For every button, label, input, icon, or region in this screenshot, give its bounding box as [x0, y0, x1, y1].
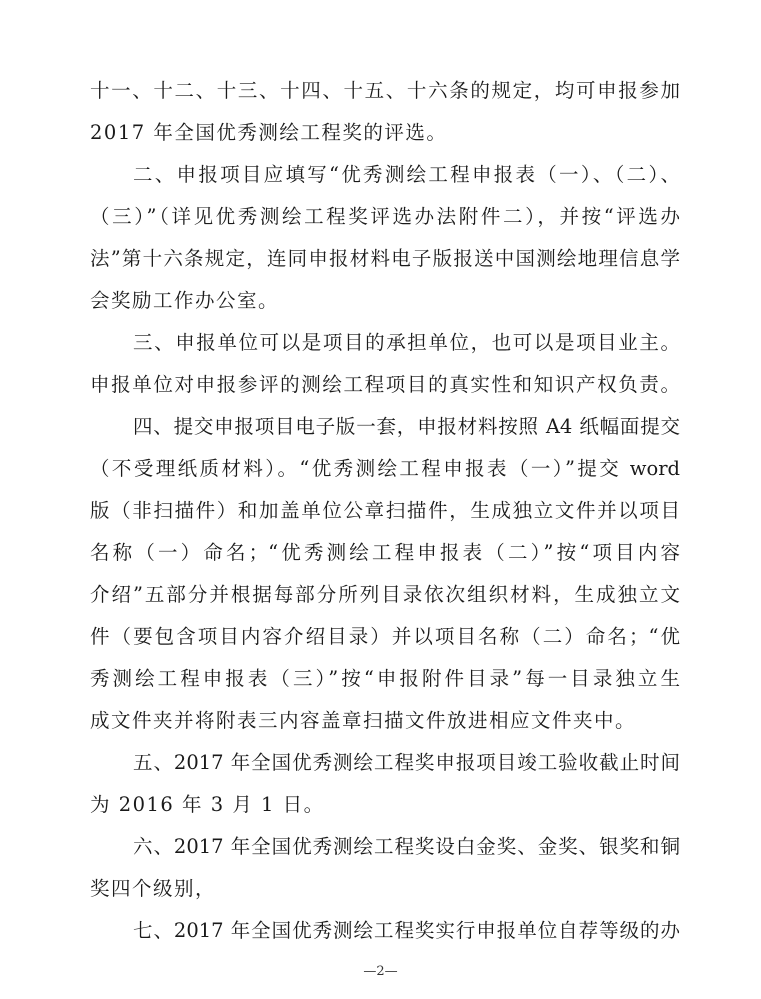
- text-line: 介绍”五部分并根据每部分所列目录依次组织材料，生成独立文: [90, 583, 680, 606]
- text-line: 件（要包含项目内容介绍目录）并以项目名称（二）命名；“优: [90, 625, 680, 648]
- text-line: 奖四个级别，: [90, 877, 217, 900]
- text-line: 三、申报单位可以是项目的承担单位，也可以是项目业主。: [133, 331, 680, 354]
- text-line: 二、申报项目应填写“优秀测绘工程申报表（一）、（二）、: [133, 163, 680, 186]
- text-line: 成文件夹并将附表三内容盖章扫描文件放进相应文件夹中。: [90, 709, 637, 732]
- text-line: 为 2016 年 3 月 1 日。: [90, 793, 325, 816]
- text-line: 四、提交申报项目电子版一套，申报材料按照 A4 纸幅面提交: [133, 415, 680, 438]
- text-line: 版（非扫描件）和加盖单位公章扫描件，生成独立文件并以项目: [90, 499, 680, 522]
- text-line: （三）”（详见优秀测绘工程奖评选办法附件二），并按“评选办: [90, 205, 680, 228]
- page-number: —2—: [363, 964, 398, 979]
- text-line: （不受理纸质材料）。“优秀测绘工程申报表（一）”提交 word: [90, 457, 680, 480]
- text-line: 申报单位对申报参评的测绘工程项目的真实性和知识产权负责。: [90, 373, 680, 396]
- text-line: 2017 年全国优秀测绘工程奖的评选。: [90, 121, 448, 144]
- text-line: 五、2017 年全国优秀测绘工程奖申报项目竣工验收截止时间: [133, 751, 680, 774]
- text-line: 秀测绘工程申报表（三）”按“申报附件目录”每一目录独立生: [90, 667, 680, 690]
- text-line: 会奖励工作办公室。: [90, 289, 280, 312]
- text-line: 法”第十六条规定，连同申报材料电子版报送中国测绘地理信息学: [90, 247, 680, 270]
- text-line: 十一、十二、十三、十四、十五、十六条的规定，均可申报参加: [90, 79, 680, 102]
- text-line: 六、2017 年全国优秀测绘工程奖设白金奖、金奖、银奖和铜: [133, 835, 680, 858]
- text-line: 名称（一）命名；“优秀测绘工程申报表（二）”按“项目内容: [90, 541, 680, 564]
- text-line: 七、2017 年全国优秀测绘工程奖实行申报单位自荐等级的办: [133, 919, 680, 942]
